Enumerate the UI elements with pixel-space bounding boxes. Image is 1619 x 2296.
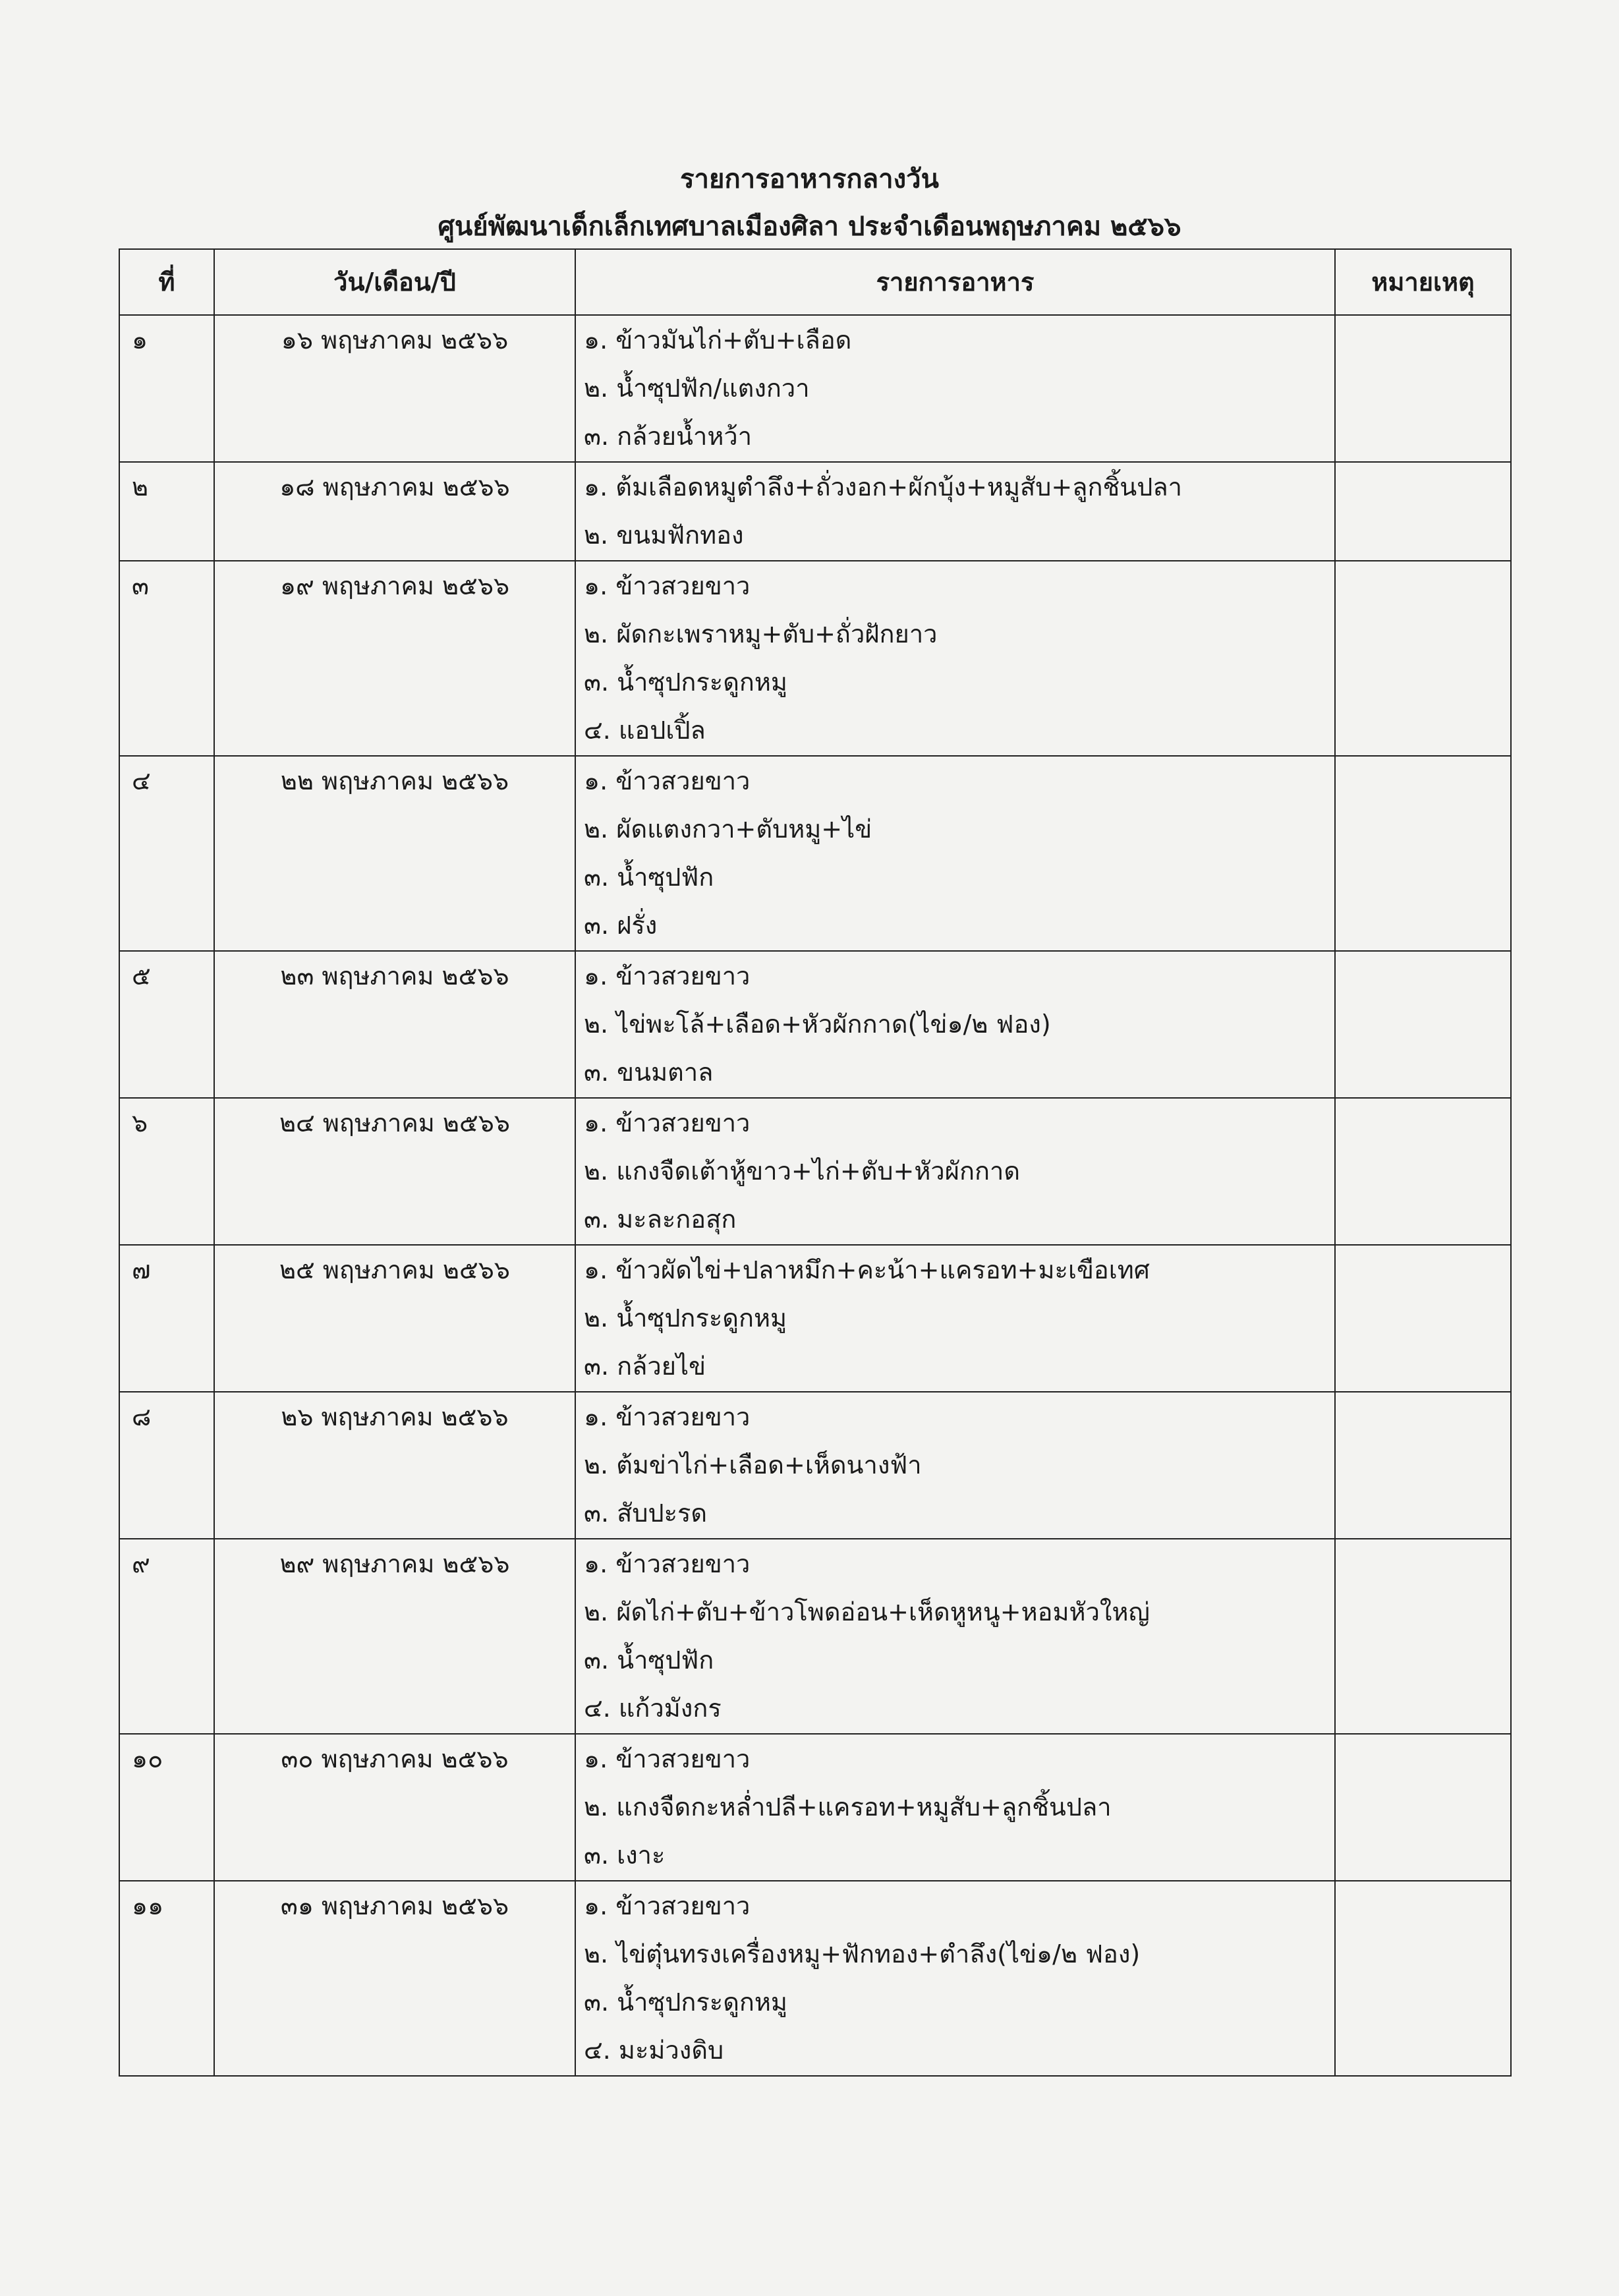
row-note [1335,1098,1511,1245]
menu-item: ๓. น้ำซุปกระดูกหมู [584,668,787,697]
row-menu-items [575,1734,1335,1881]
menu-item: ๒. ผัดแตงกวา+ตับหมู+ไข่ [584,815,872,844]
row-number: ๓ [119,561,214,756]
menu-item: ๒. ต้มข่าไก่+เลือด+เห็ดนางฟ้า [584,1450,922,1479]
row-date: ๑๙ พฤษภาคม ๒๕๖๖ [214,561,575,756]
row-menu-items [575,1392,1335,1539]
lunch-menu-table [119,248,1512,2077]
row-menu-items [575,1098,1335,1245]
table-row [119,462,1511,561]
menu-item: ๒. แกงจืดเต้าหู้ขาว+ไก่+ตับ+หัวผักกาด [584,1157,1021,1186]
table-header-row [119,249,1511,315]
menu-item: ๑. ข้าวสวยขาว [584,1549,751,1578]
menu-item: ๓. สับปะรด [584,1499,708,1528]
menu-item: ๒. ผัดกะเพราหมู+ตับ+ถั่วฝักยาว [584,619,938,648]
row-number: ๔ [119,756,214,951]
row-menu-items [575,315,1335,462]
row-number: ๘ [119,1392,214,1539]
row-note [1335,1539,1511,1734]
menu-item: ๔. แก้วมังกร [584,1694,722,1723]
row-note [1335,315,1511,462]
row-menu-items [575,951,1335,1098]
menu-item: ๒. ไข่ตุ๋นทรงเครื่องหมู+ฟักทอง+ตำลึง(ไข่๑/๒ ฟอง) [584,1939,1141,1968]
table-row [119,1098,1511,1245]
table-row [119,561,1511,756]
table-row [119,1245,1511,1392]
menu-item: ๓. เงาะ [584,1841,666,1870]
row-date: ๒๕ พฤษภาคม ๒๕๖๖ [214,1245,575,1392]
row-number: ๙ [119,1539,214,1734]
table-row [119,951,1511,1098]
row-number: ๖ [119,1098,214,1245]
table-row [119,1539,1511,1734]
row-menu-items [575,1539,1335,1734]
column-header-date: วัน/เดือน/ปี [214,249,575,315]
menu-item: ๔. มะม่วงดิบ [584,2036,724,2065]
row-note [1335,1245,1511,1392]
menu-item: ๔. แอปเปิ้ล [584,716,706,745]
row-number: ๕ [119,951,214,1098]
row-note [1335,1392,1511,1539]
row-date: ๒๓ พฤษภาคม ๒๕๖๖ [214,951,575,1098]
row-menu-items [575,756,1335,951]
row-date: ๑๘ พฤษภาคม ๒๕๖๖ [214,462,575,561]
menu-item: ๑. ข้าวสวยขาว [584,961,751,990]
row-date: ๑๖ พฤษภาคม ๒๕๖๖ [214,315,575,462]
menu-item: ๓. น้ำซุปฟัก [584,863,714,892]
menu-item: ๓. น้ำซุปกระดูกหมู [584,1988,787,2017]
menu-item: ๑. ข้าวผัดไข่+ปลาหมึก+คะน้า+แครอท+มะเขือเทศ [584,1255,1150,1284]
row-date: ๒๙ พฤษภาคม ๒๕๖๖ [214,1539,575,1734]
menu-item: ๓. กล้วยไข่ [584,1352,706,1381]
row-menu-items [575,1881,1335,2076]
row-number: ๑๐ [119,1734,214,1881]
row-date: ๒๒ พฤษภาคม ๒๕๖๖ [214,756,575,951]
menu-item: ๒. ผัดไก่+ตับ+ข้าวโพดอ่อน+เห็ดหูหนู+หอมหัวใหญ่ [584,1597,1150,1626]
document-subtitle: ศูนย์พัฒนาเด็กเล็กเทศบาลเมืองศิลา ประจำเดือนพฤษภาคม ๒๕๖๖ [438,212,1181,242]
row-date: ๒๔ พฤษภาคม ๒๕๖๖ [214,1098,575,1245]
table-body [119,315,1511,2076]
menu-item: ๑. ข้าวสวยขาว [584,571,751,600]
menu-item: ๑. ข้าวสวยขาว [584,1891,751,1920]
column-header-menu: รายการอาหาร [575,249,1335,315]
row-note [1335,951,1511,1098]
menu-item: ๒. แกงจืดกะหล่ำปลี+แครอท+หมูสับ+ลูกชิ้นปลา [584,1793,1112,1822]
table-row [119,756,1511,951]
table-row [119,1734,1511,1881]
document-title: รายการอาหารกลางวัน [680,164,939,194]
menu-item: ๓. มะละกอสุก [584,1205,737,1234]
column-header-note: หมายเหตุ [1335,249,1511,315]
table-row [119,315,1511,462]
menu-item: ๒. ขนมฟักทอง [584,521,744,550]
menu-item: ๓. น้ำซุปฟัก [584,1646,714,1675]
row-note [1335,1734,1511,1881]
row-note [1335,462,1511,561]
row-menu-items [575,462,1335,561]
row-date: ๓๑ พฤษภาคม ๒๕๖๖ [214,1881,575,2076]
menu-item: ๑. ข้าวสวยขาว [584,766,751,795]
column-header-number: ที่ [119,249,214,315]
table-row [119,1881,1511,2076]
menu-item: ๒. น้ำซุปฟัก/แตงกวา [584,374,810,403]
menu-item: ๑. ข้าวมันไก่+ตับ+เลือด [584,326,852,355]
row-menu-items [575,561,1335,756]
menu-item: ๓. กล้วยน้ำหว้า [584,422,753,451]
row-number: ๑ [119,315,214,462]
menu-item: ๓. ขนมตาล [584,1058,714,1087]
menu-item: ๑. ข้าวสวยขาว [584,1108,751,1137]
menu-item: ๒. ไข่พะโล้+เลือด+หัวผักกาด(ไข่๑/๒ ฟอง) [584,1010,1051,1039]
table-row [119,1392,1511,1539]
menu-item: ๑. ข้าวสวยขาว [584,1744,751,1773]
menu-item: ๑. ข้าวสวยขาว [584,1402,751,1431]
row-menu-items [575,1245,1335,1392]
row-note [1335,1881,1511,2076]
row-number: ๑๑ [119,1881,214,2076]
menu-item: ๑. ต้มเลือดหมูตำลึง+ถั่วงอก+ผักบุ้ง+หมูสับ+ลูกชิ้นปลา [584,473,1182,502]
row-date: ๒๖ พฤษภาคม ๒๕๖๖ [214,1392,575,1539]
row-date: ๓๐ พฤษภาคม ๒๕๖๖ [214,1734,575,1881]
row-number: ๒ [119,462,214,561]
row-number: ๗ [119,1245,214,1392]
menu-item: ๓. ฝรั่ง [584,911,658,940]
row-note [1335,561,1511,756]
menu-item: ๒. น้ำซุปกระดูกหมู [584,1304,787,1333]
row-note [1335,756,1511,951]
